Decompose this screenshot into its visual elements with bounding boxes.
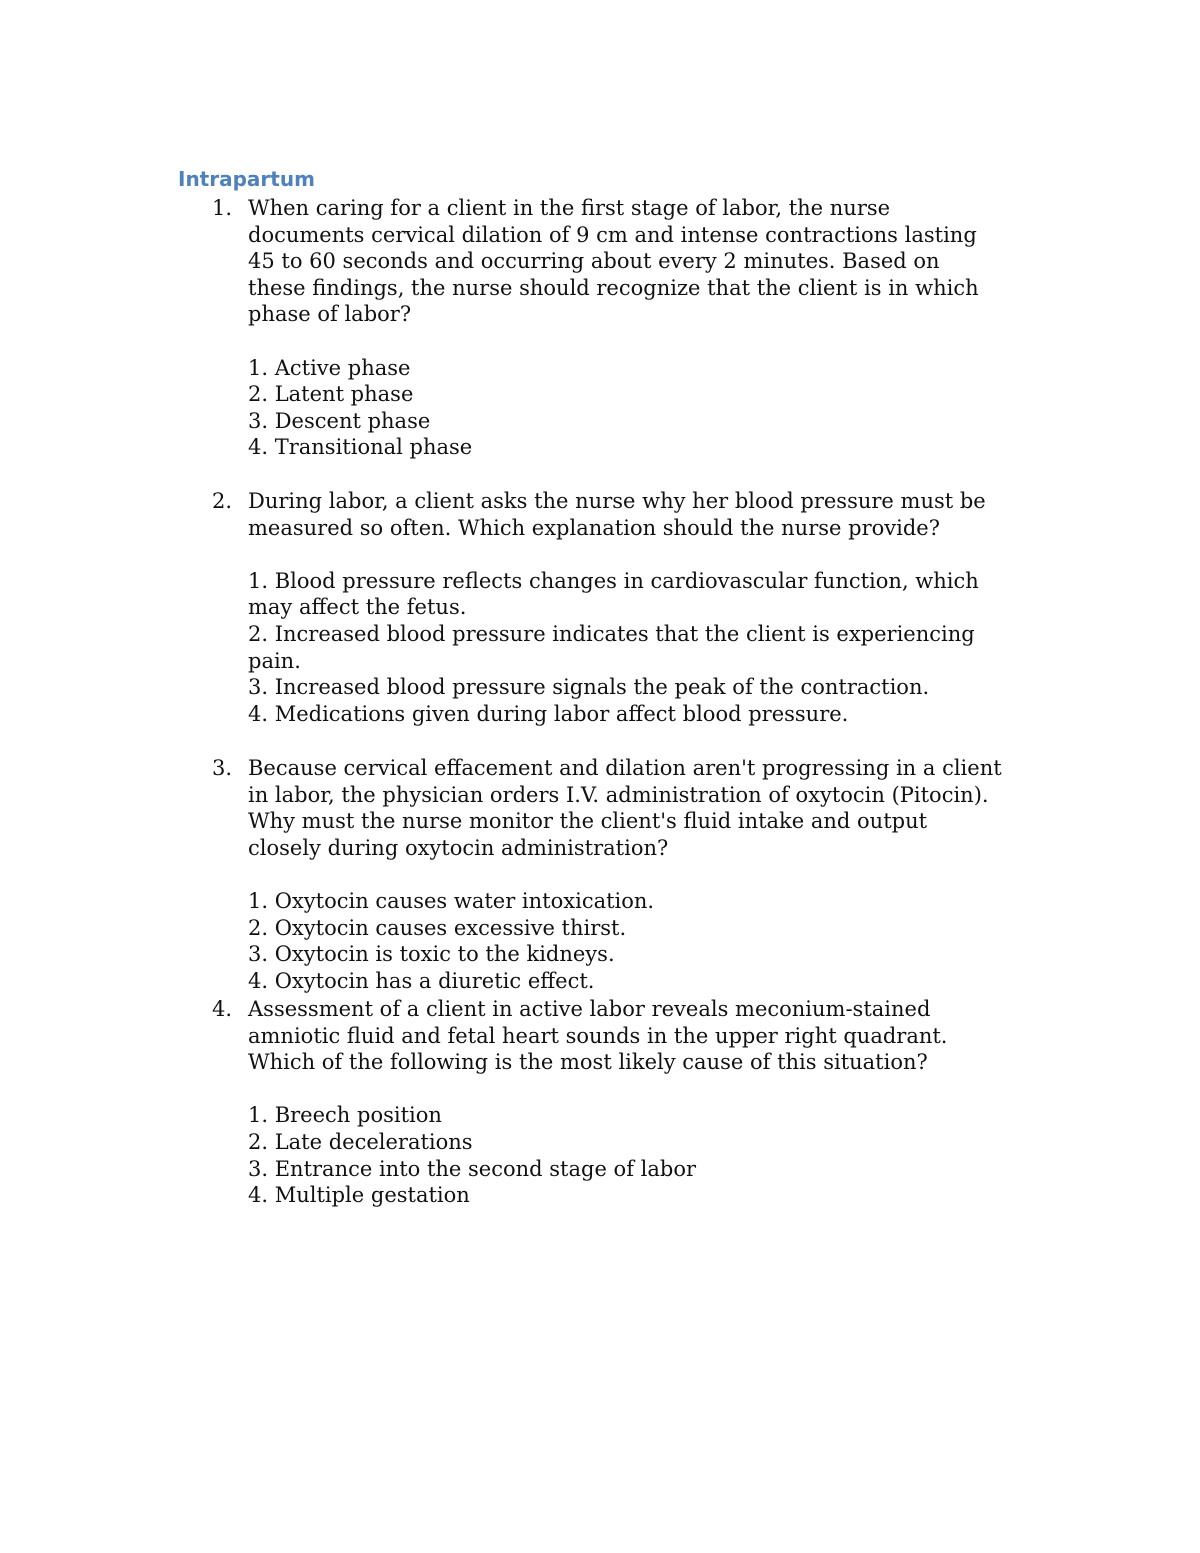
answer-option: 2. Oxytocin causes excessive thirst. — [248, 915, 627, 940]
answer-options — [248, 1102, 1002, 1208]
question-stem: When caring for a client in the first stage of labor, the nurse documents cervical dilation of 9 cm and intense contractions lasting 45 to 60 seconds and occurring about every 2 minutes. Based on these findings, the nurse should recognize that the client is in which phase of labor? — [248, 196, 979, 327]
question-stem: Because cervical effacement and dilation aren't progressing in a client in labor, the physician orders I.V. administration of oxytocin (Pitocin). Why must the nurse monitor the client's fluid intake and output closely during oxytocin administration? — [248, 756, 1002, 860]
question-number: 2. — [212, 489, 233, 513]
question-body — [248, 195, 1002, 461]
answer-option: 4. Multiple gestation — [248, 1183, 470, 1208]
answer-option: 3. Oxytocin is toxic to the kidneys. — [248, 942, 615, 967]
question-4 — [212, 996, 1002, 1209]
answer-option: 3. Entrance into the second stage of labor — [248, 1156, 697, 1181]
answer-option: 4. Oxytocin has a diuretic effect. — [248, 968, 595, 993]
answer-option: 1. Oxytocin causes water intoxication. — [248, 888, 655, 913]
question-stem: Assessment of a client in active labor reveals meconium-stained amniotic fluid and fetal heart sounds in the upper right quadrant. Which of the following is the most likely cause of this situation? — [248, 997, 948, 1075]
answer-option: 1. Breech position — [248, 1103, 442, 1128]
answer-options — [248, 355, 1002, 461]
question-body — [248, 755, 1002, 994]
answer-option: 4. Medications given during labor affect blood pressure. — [248, 701, 849, 726]
answer-option: 1. Blood pressure reflects changes in cardiovascular function, which may affect the fetus. — [248, 568, 979, 620]
question-1 — [212, 195, 1002, 461]
question-number: 1. — [212, 196, 233, 220]
question-number: 4. — [212, 997, 233, 1021]
answer-option: 2. Increased blood pressure indicates that the client is experiencing pain. — [248, 621, 975, 673]
answer-option: 4. Transitional phase — [248, 435, 473, 460]
question-2 — [212, 488, 1002, 727]
answer-option: 2. Latent phase — [248, 382, 414, 407]
answer-option: 2. Late decelerations — [248, 1129, 473, 1154]
question-body — [248, 996, 1002, 1209]
answer-option: 3. Increased blood pressure signals the peak of the contraction. — [248, 675, 930, 700]
section-heading: Intrapartum — [178, 167, 315, 191]
answer-options — [248, 888, 1002, 994]
question-number: 3. — [212, 756, 233, 780]
answer-option: 3. Descent phase — [248, 408, 431, 433]
question-body — [248, 488, 1002, 727]
question-stem: During labor, a client asks the nurse why her blood pressure must be measured so often. Which explanation should the nurse provide? — [248, 489, 986, 540]
answer-option: 1. Active phase — [248, 355, 411, 380]
question-3 — [212, 755, 1002, 994]
answer-options — [248, 568, 1002, 728]
